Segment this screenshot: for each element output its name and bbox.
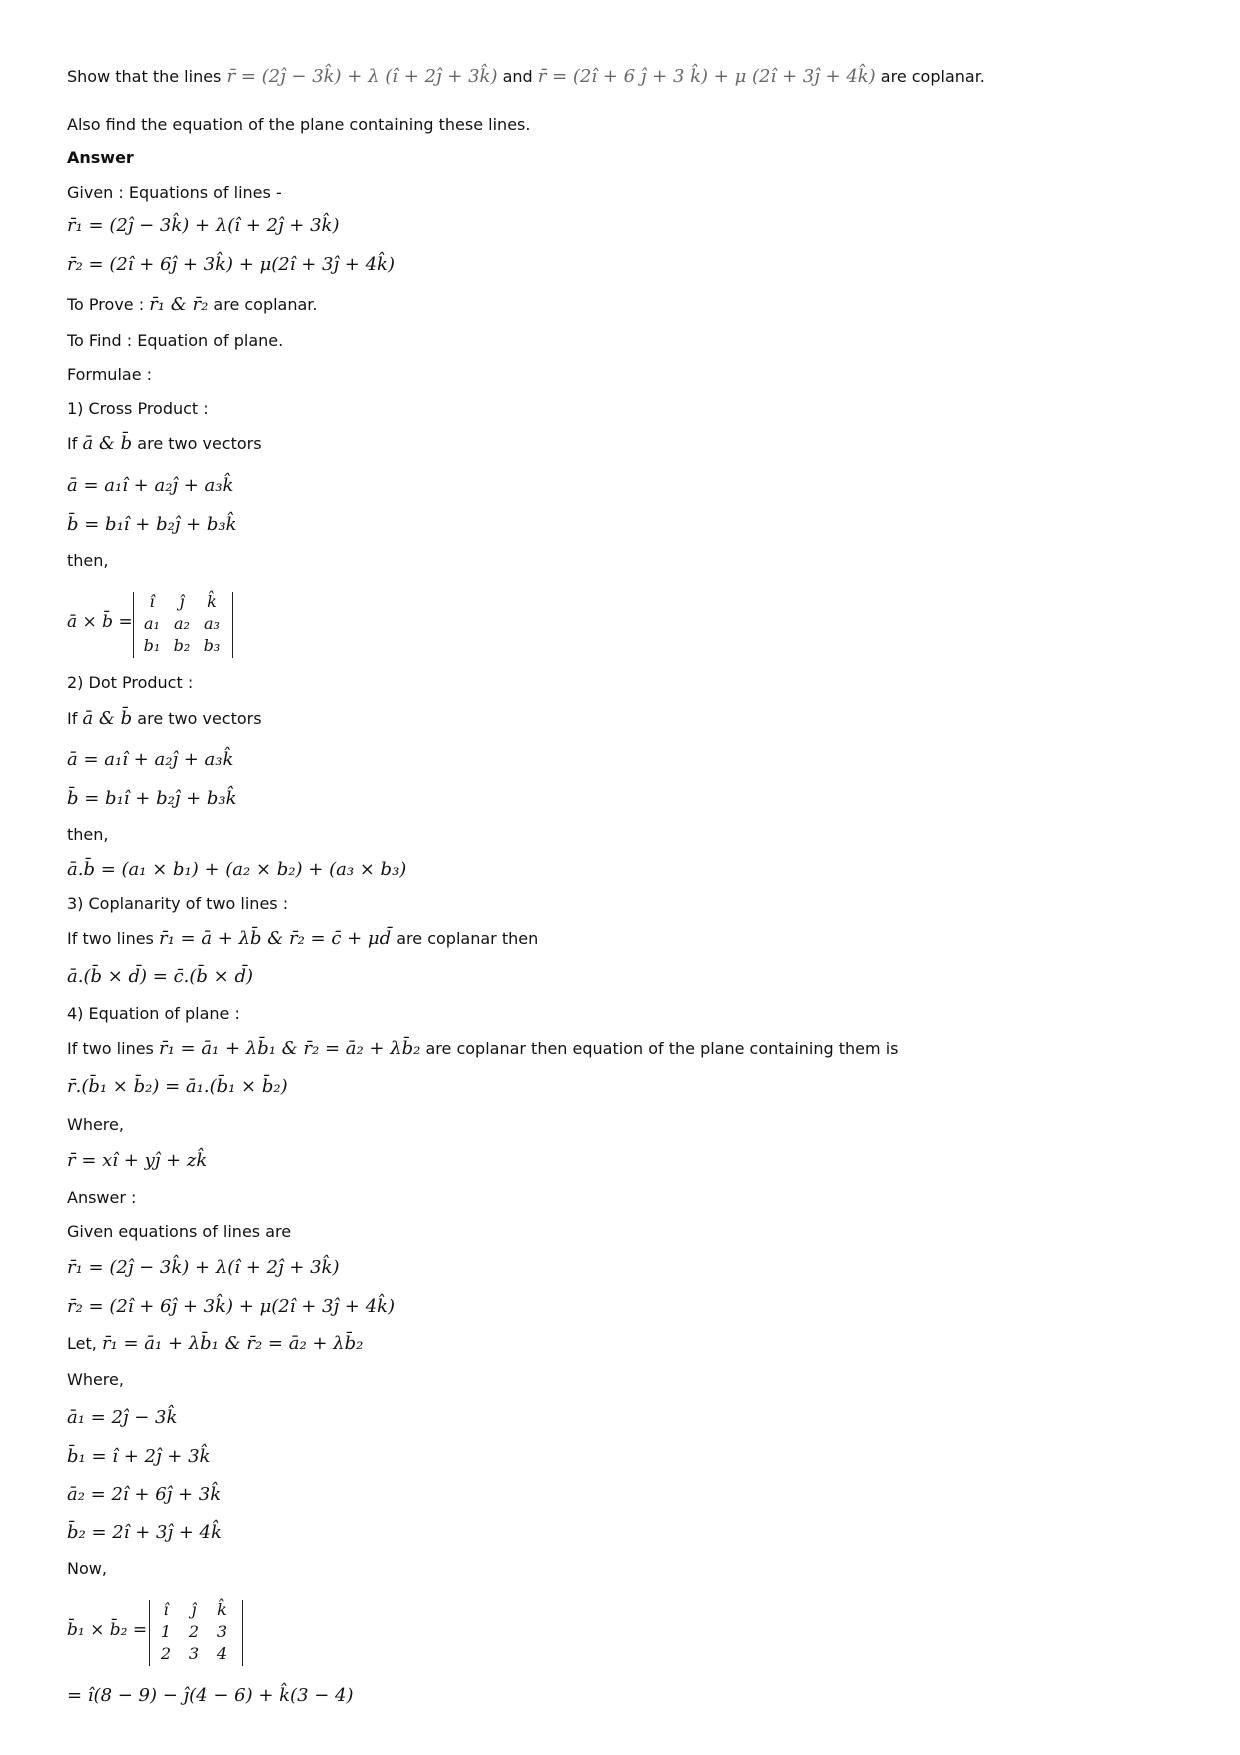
- given-equation-1: r̄₁ = (2ĵ − 3k̂) + λ(î + 2ĵ + 3k̂): [67, 215, 340, 236]
- solution-b2: b̄₂ = 2î + 3ĵ + 4k̂: [67, 1522, 222, 1543]
- line-2-equation: r̄ = (2î + 6 ĵ + 3 k̂) + μ (2î + 3ĵ + 4k̂): [537, 66, 876, 87]
- cross-then: then,: [67, 551, 109, 570]
- plane-heading: 4) Equation of plane :: [67, 1004, 240, 1023]
- position-vector-definition: r̄ = xî + yĵ + zk̂: [67, 1150, 208, 1171]
- coplanarity-condition: ā.(b̄ × d̄) = c̄.(b̄ × d̄): [67, 966, 254, 987]
- dot-vector-a: ā = a₁î + a₂ĵ + a₃k̂: [67, 749, 234, 770]
- solution-equation-1: r̄₁ = (2ĵ − 3k̂) + λ(î + 2ĵ + 3k̂): [67, 1257, 340, 1278]
- question-line-1: Show that the lines r̄ = (2ĵ − 3k̂) + λ (î + 2ĵ + 3k̂) and r̄ = (2î + 6 ĵ + 3 k̂) + μ (2î + 3ĵ + 4k̂) are coplanar.: [67, 66, 985, 87]
- answer-heading: Answer: [67, 148, 134, 167]
- coplanarity-statement: If two lines r̄₁ = ā + λb̄ & r̄₂ = c̄ + μd̄ are coplanar then: [67, 928, 539, 949]
- to-find: To Find : Equation of plane.: [67, 331, 284, 350]
- solution-where: Where,: [67, 1370, 124, 1389]
- plane-statement: If two lines r̄₁ = ā₁ + λb̄₁ & r̄₂ = ā₂ + λb̄₂ are coplanar then equation of the plane containing them is: [67, 1038, 899, 1059]
- plane-where: Where,: [67, 1115, 124, 1134]
- solution-a2: ā₂ = 2î + 6ĵ + 3k̂: [67, 1484, 222, 1505]
- to-prove: To Prove : r̄₁ & r̄₂ are coplanar.: [67, 294, 318, 315]
- dot-product-result: ā.b̄ = (a₁ × b₁) + (a₂ × b₂) + (a₃ × b₃): [67, 859, 407, 880]
- dot-vector-b: b̄ = b₁î + b₂ĵ + b₃k̂: [67, 788, 237, 809]
- line-1-equation: r̄ = (2ĵ − 3k̂) + λ (î + 2ĵ + 3k̂): [226, 66, 498, 87]
- cross-product-if: If ā & b̄ are two vectors: [67, 433, 262, 454]
- solution-let: Let, r̄₁ = ā₁ + λb̄₁ & r̄₂ = ā₂ + λb̄₂: [67, 1333, 364, 1354]
- cross-vector-a: ā = a₁î + a₂ĵ + a₃k̂: [67, 475, 234, 496]
- given-equation-2: r̄₂ = (2î + 6ĵ + 3k̂) + μ(2î + 3ĵ + 4k̂): [67, 254, 395, 275]
- given-label: Given : Equations of lines -: [67, 183, 282, 202]
- question-line-2: Also find the equation of the plane containing these lines.: [67, 115, 531, 134]
- solution-expansion: = î(8 − 9) − ĵ(4 − 6) + k̂(3 − 4): [67, 1685, 354, 1706]
- solution-a1: ā₁ = 2ĵ − 3k̂: [67, 1407, 178, 1428]
- plane-equation: r̄.(b̄₁ × b̄₂) = ā₁.(b̄₁ × b̄₂): [67, 1076, 288, 1097]
- formulae-heading: Formulae :: [67, 365, 153, 384]
- solution-b1: b̄₁ = î + 2ĵ + 3k̂: [67, 1446, 211, 1467]
- solution-now: Now,: [67, 1559, 107, 1578]
- dot-then: then,: [67, 825, 109, 844]
- cross-product-heading: 1) Cross Product :: [67, 399, 209, 418]
- coplanarity-heading: 3) Coplanarity of two lines :: [67, 894, 289, 913]
- solution-equation-2: r̄₂ = (2î + 6ĵ + 3k̂) + μ(2î + 3ĵ + 4k̂): [67, 1296, 395, 1317]
- solution-heading: Answer :: [67, 1188, 137, 1207]
- dot-product-if: If ā & b̄ are two vectors: [67, 708, 262, 729]
- solution-given-label: Given equations of lines are: [67, 1222, 292, 1241]
- cross-vector-b: b̄ = b₁î + b₂ĵ + b₃k̂: [67, 514, 237, 535]
- dot-product-heading: 2) Dot Product :: [67, 673, 194, 692]
